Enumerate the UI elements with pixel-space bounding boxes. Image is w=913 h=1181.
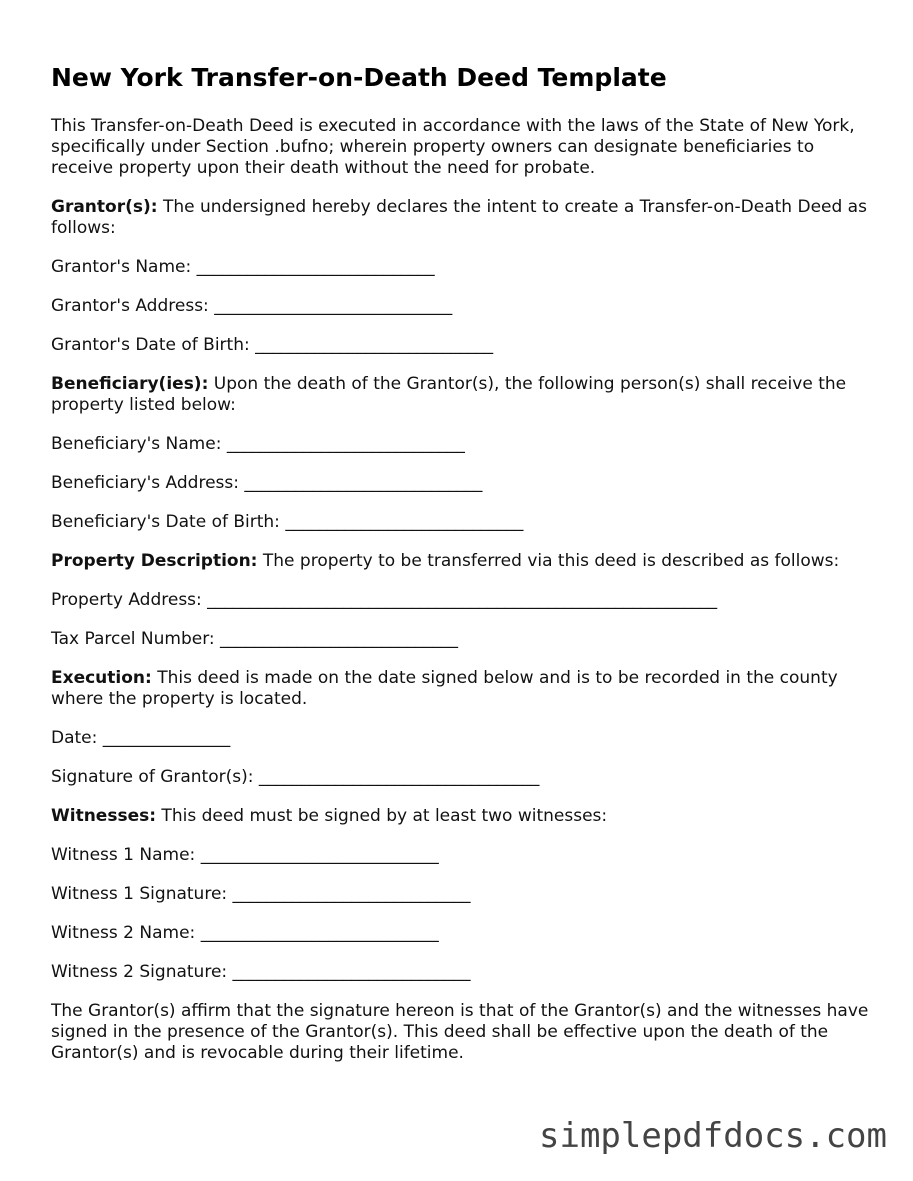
witness-2-name-blank[interactable]: ____________________________: [200, 923, 439, 943]
field-label: Grantor's Address:: [51, 296, 215, 316]
beneficiary-dob-field: [51, 512, 871, 533]
property-address-blank[interactable]: ____________________________________________________________: [207, 590, 718, 610]
property-heading: Property Description:: [51, 551, 258, 571]
watermark: simplepdfdocs.com: [539, 1116, 887, 1156]
beneficiary-address-blank[interactable]: ____________________________: [244, 473, 483, 493]
property-section-text: [51, 551, 871, 572]
grantor-heading: Grantor(s):: [51, 197, 158, 217]
closing-paragraph: The Grantor(s) affirm that the signature hereon is that of the Grantor(s) and the witnesses have signed in the presence of the Grantor(s). This deed shall be effective upon the death of the Grantor(s) and is revocable during their lifetime.: [51, 1001, 869, 1063]
field-label: Date:: [51, 728, 103, 748]
execution-description: This deed is made on the date signed below and is to be recorded in the county where the property is located.: [51, 668, 838, 709]
witness-1-name-blank[interactable]: ____________________________: [200, 845, 439, 865]
witnesses-section-text: [51, 806, 871, 827]
witness-1-signature-field: [51, 884, 871, 905]
beneficiary-dob-blank[interactable]: ____________________________: [285, 512, 524, 532]
grantor-description: The undersigned hereby declares the intent to create a Transfer-on-Death Deed as follows:: [51, 197, 867, 238]
tax-parcel-blank[interactable]: ____________________________: [220, 629, 459, 649]
witness-1-signature-blank[interactable]: ____________________________: [232, 884, 471, 904]
date-blank[interactable]: _______________: [102, 728, 231, 748]
beneficiary-address-field: [51, 473, 871, 494]
grantor-name-blank[interactable]: ____________________________: [196, 257, 435, 277]
field-label: Beneficiary's Address:: [51, 473, 245, 493]
grantor-dob-blank[interactable]: ____________________________: [255, 335, 494, 355]
beneficiary-name-blank[interactable]: ____________________________: [226, 434, 465, 454]
field-label: Property Address:: [51, 590, 208, 610]
witness-1-name-field: [51, 845, 871, 866]
witness-2-name-field: [51, 923, 871, 944]
beneficiary-heading: Beneficiary(ies):: [51, 374, 209, 394]
field-label: Beneficiary's Date of Birth:: [51, 512, 286, 532]
beneficiary-description: Upon the death of the Grantor(s), the following person(s) shall receive the property listed below:: [51, 374, 847, 415]
field-label: Tax Parcel Number:: [51, 629, 221, 649]
tax-parcel-field: [51, 629, 871, 650]
field-label: Grantor's Date of Birth:: [51, 335, 256, 355]
grantor-section-text: [51, 197, 871, 239]
field-label: Witness 2 Signature:: [51, 962, 233, 982]
field-label: Signature of Grantor(s):: [51, 767, 259, 787]
grantor-address-field: [51, 296, 871, 317]
witnesses-description: This deed must be signed by at least two witnesses:: [156, 806, 608, 826]
grantor-dob-field: [51, 335, 871, 356]
grantor-address-blank[interactable]: ____________________________: [214, 296, 453, 316]
execution-heading: Execution:: [51, 668, 152, 688]
date-field: [51, 728, 871, 749]
execution-section-text: [51, 668, 871, 710]
field-label: Beneficiary's Name:: [51, 434, 227, 454]
grantor-name-field: [51, 257, 871, 278]
document-page: [51, 60, 871, 1082]
grantor-signature-blank[interactable]: _________________________________: [258, 767, 540, 787]
property-address-field: [51, 590, 871, 611]
intro-paragraph: This Transfer-on-Death Deed is executed in accordance with the laws of the State of New York, specifically under Section .bufno; wherein property owners can designate beneficiaries to receive property upon their death without the need for probate.: [51, 116, 855, 178]
witness-2-signature-field: [51, 962, 871, 983]
witness-2-signature-blank[interactable]: ____________________________: [232, 962, 471, 982]
property-description: The property to be transferred via this deed is described as follows:: [257, 551, 840, 571]
grantor-signature-field: [51, 767, 871, 788]
witnesses-heading: Witnesses:: [51, 806, 157, 826]
field-label: Witness 1 Signature:: [51, 884, 233, 904]
field-label: Witness 1 Name:: [51, 845, 201, 865]
beneficiary-section-text: [51, 374, 871, 416]
beneficiary-name-field: [51, 434, 871, 455]
field-label: Grantor's Name:: [51, 257, 197, 277]
page-title: New York Transfer-on-Death Deed Template: [51, 63, 667, 92]
field-label: Witness 2 Name:: [51, 923, 201, 943]
